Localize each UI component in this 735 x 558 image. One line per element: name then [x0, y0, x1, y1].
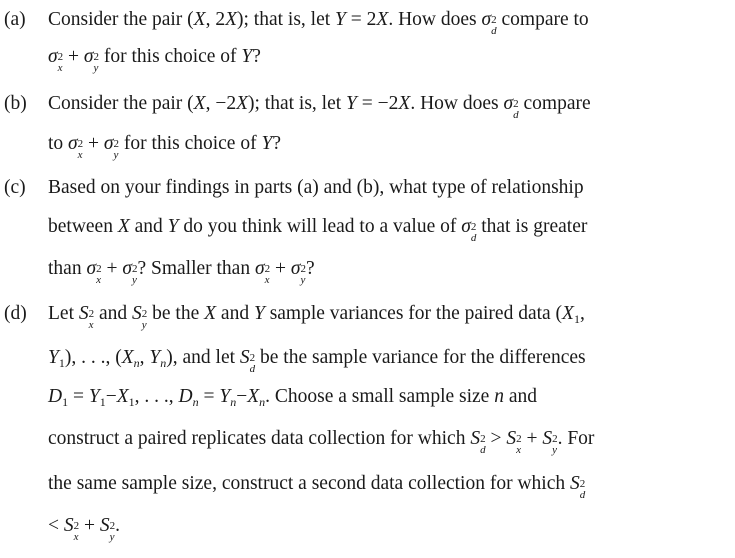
text-line [48, 428, 594, 456]
math-symbol: $X_n$ [121, 347, 140, 371]
math-symbol: $D_n$ [178, 386, 199, 410]
math-symbol: σ 2 d [461, 216, 477, 244]
math-symbol: S 2 y [542, 428, 558, 456]
script-stack: 2 x [77, 137, 84, 161]
text-run: construct a paired replicates data collection for which [48, 428, 471, 449]
math-symbol: Y [335, 9, 346, 30]
text-run: + [83, 133, 104, 154]
subscript: n [192, 395, 199, 410]
math-symbol: Y [253, 303, 265, 324]
exercise-label: (a) [4, 9, 26, 30]
text-run: ), . . ., ( [64, 347, 122, 368]
text-line [48, 9, 589, 37]
text-run: ? Smaller than [137, 258, 255, 279]
text-run: < [48, 515, 64, 536]
script-stack: 2 d [579, 477, 586, 501]
text-run: and [129, 216, 168, 237]
math-symbol: $Y_n$ [219, 386, 237, 410]
math-symbol: σ 2 x [48, 46, 64, 74]
text-line [48, 515, 120, 543]
script-stack: 2 x [264, 262, 271, 286]
text-run: . [115, 515, 120, 536]
text-run: Let [48, 303, 79, 324]
text-run: that is greater [476, 216, 588, 237]
text-run: do you think will lead to a value of [178, 216, 462, 237]
script-stack: 2 y [109, 519, 116, 543]
text-run: + [521, 428, 543, 449]
math-symbol: Y [241, 46, 253, 67]
text-run: . How does [388, 9, 482, 30]
script-stack: 2 y [552, 432, 558, 456]
text-run: and [503, 386, 537, 407]
math-symbol: X [204, 303, 217, 324]
text-run: = 2 [345, 9, 377, 30]
exercise-label: (d) [4, 303, 27, 324]
script-stack: 2 x [88, 307, 95, 331]
math-symbol: Y [261, 133, 273, 154]
text-run: sample variances for the paired data ( [264, 303, 563, 324]
text-run: Consider the pair ( [48, 93, 194, 114]
text-run: ), and let [166, 347, 240, 368]
text-run: for this choice of [99, 46, 242, 67]
text-run: compare to [496, 9, 589, 30]
math-symbol: $X_1$ [562, 303, 580, 327]
text-run: > [485, 428, 507, 449]
script-stack: 2 y [141, 307, 148, 331]
math-symbol: X [225, 9, 238, 30]
script-stack: 2 x [57, 50, 64, 74]
text-run: = [198, 386, 220, 407]
text-line [48, 93, 591, 121]
text-run: Consider the pair ( [48, 9, 194, 30]
text-run: , −2 [205, 93, 237, 114]
text-run: compare [518, 93, 591, 114]
text-run: between [48, 216, 118, 237]
math-symbol: S 2 x [506, 428, 522, 456]
text-run: − [105, 386, 117, 407]
math-symbol: S 2 d [239, 347, 256, 375]
math-symbol: Y [167, 216, 179, 237]
math-symbol: σ 2 y [290, 258, 306, 286]
text-run: for this choice of [119, 133, 262, 154]
text-run: ); that is, let [237, 9, 336, 30]
text-line [48, 386, 537, 413]
text-run: ? [272, 133, 281, 154]
subscript: 1 [62, 395, 69, 410]
text-line [48, 303, 585, 331]
math-symbol: S 2 d [569, 473, 586, 501]
text-run: − [236, 386, 248, 407]
text-line [48, 473, 585, 501]
text-run: = −2 [356, 93, 399, 114]
text-run: , [139, 347, 150, 368]
math-symbol: X [236, 93, 249, 114]
math-symbol: S 2 x [78, 303, 95, 331]
math-symbol: S 2 y [99, 515, 116, 543]
math-symbol: X [398, 93, 411, 114]
exercise-label: (b) [4, 93, 27, 114]
script-stack: 2 x [96, 262, 102, 286]
subscript: n [133, 356, 140, 371]
math-symbol: Y [346, 93, 357, 114]
math-symbol: n [494, 386, 504, 407]
text-line [48, 46, 261, 74]
script-stack: 2 y [131, 262, 138, 286]
script-stack: 2 d [480, 432, 486, 456]
text-line [48, 177, 584, 199]
math-symbol: σ 2 y [103, 133, 120, 161]
math-symbol: σ 2 y [83, 46, 99, 74]
math-symbol: $D_1$ [48, 386, 69, 410]
text-run: Based on your findings in parts (a) and (b), what type of relationship [48, 177, 584, 198]
subscript: n [160, 356, 167, 371]
math-symbol: σ 2 x [86, 258, 102, 286]
text-line [48, 258, 315, 286]
text-run: , 2 [205, 9, 226, 30]
subscript: 1 [573, 312, 580, 327]
subscript: n [259, 395, 266, 410]
script-stack: 2 y [93, 50, 99, 74]
script-stack: 2 y [300, 262, 306, 286]
text-run: . For [557, 428, 595, 449]
math-symbol: σ 2 y [122, 258, 138, 286]
math-symbol: S 2 x [63, 515, 80, 543]
text-run: , . . ., [134, 386, 179, 407]
script-stack: 2 d [470, 220, 477, 244]
math-symbol: S 2 d [470, 428, 486, 456]
math-symbol: X [193, 9, 206, 30]
text-run: + [270, 258, 291, 279]
math-symbol: σ 2 d [503, 93, 519, 121]
text-run: and [94, 303, 133, 324]
script-stack: 2 d [491, 13, 497, 37]
text-run: to [48, 133, 69, 154]
math-symbol: $Y_1$ [88, 386, 106, 410]
text-line [48, 133, 281, 161]
text-run: than [48, 258, 87, 279]
text-line [48, 347, 586, 375]
math-symbol: σ 2 d [481, 9, 497, 37]
math-symbol: X [117, 216, 130, 237]
subscript: 1 [128, 395, 135, 410]
math-symbol: $Y_n$ [149, 347, 167, 371]
math-symbol: σ 2 x [68, 133, 84, 161]
script-stack: 2 d [249, 351, 256, 375]
math-symbol: X [376, 9, 389, 30]
math-symbol: X [193, 93, 206, 114]
script-stack: 2 x [73, 519, 80, 543]
subscript: 1 [99, 395, 106, 410]
text-run: ? [305, 258, 315, 279]
text-run: ? [252, 46, 261, 67]
math-symbol: $X_1$ [116, 386, 135, 410]
text-run: , [579, 303, 585, 324]
text-run: be the sample variance for the differences [255, 347, 586, 368]
text-run: + [63, 46, 84, 67]
subscript: n [230, 395, 237, 410]
script-stack: 2 y [113, 137, 120, 161]
script-stack: 2 x [516, 432, 522, 456]
text-run: . How does [410, 93, 504, 114]
text-run: = [68, 386, 89, 407]
text-line [48, 216, 587, 244]
math-symbol: $Y_1$ [48, 347, 65, 371]
text-run: the same sample size, construct a second data collection for which [48, 473, 570, 494]
script-stack: 2 d [513, 97, 519, 121]
text-run: and [216, 303, 254, 324]
text-run: + [79, 515, 100, 536]
text-run: . Choose a small sample size [265, 386, 495, 407]
exercise-label: (c) [4, 177, 26, 198]
text-run: be the [147, 303, 205, 324]
math-symbol: σ 2 x [254, 258, 271, 286]
math-symbol: $X_n$ [247, 386, 266, 410]
text-run: ); that is, let [248, 93, 347, 114]
text-run: + [101, 258, 123, 279]
subscript: 1 [58, 356, 65, 371]
math-symbol: S 2 y [132, 303, 148, 331]
